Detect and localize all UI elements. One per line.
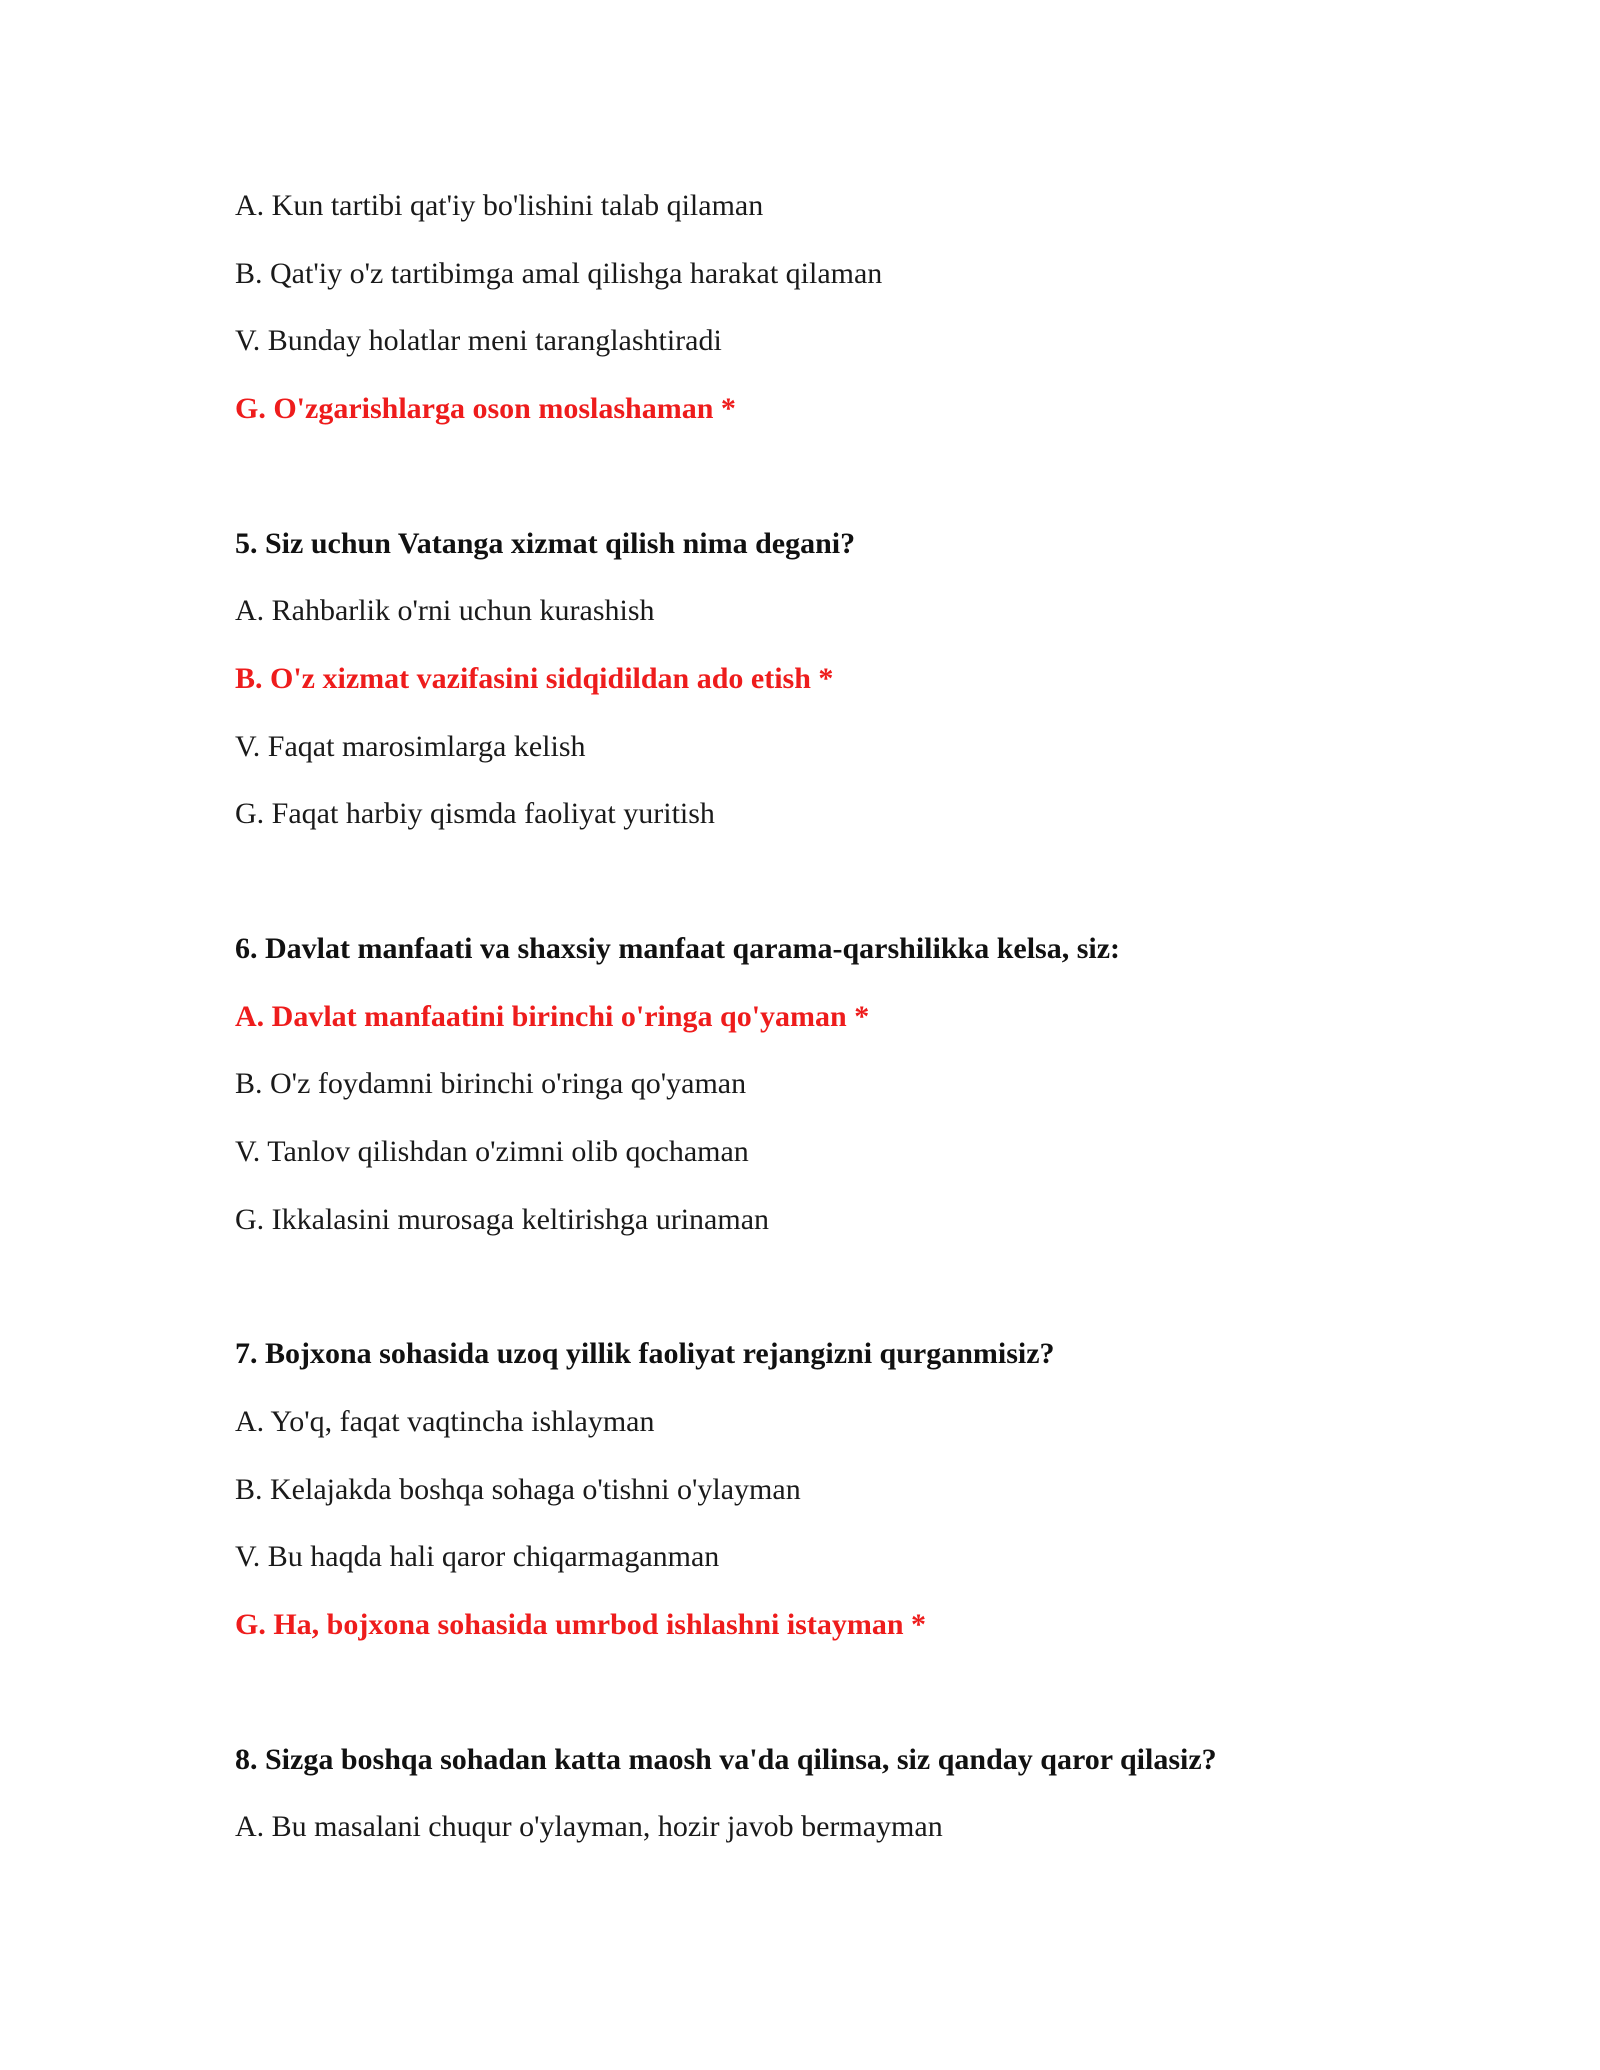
option-a: A. Yo'q, faqat vaqtincha ishlayman: [235, 1405, 655, 1438]
option-b: B. Qat'iy o'z tartibimga amal qilishga harakat qilaman: [235, 257, 883, 290]
option-g-correct: G. O'zgarishlarga oson moslashaman *: [235, 392, 736, 425]
option-g: G. Ikkalasini murosaga keltirishga urinaman: [235, 1203, 770, 1236]
option-a-correct: A. Davlat manfaatini birinchi o'ringa qo'yaman *: [235, 1000, 870, 1033]
option-a: A. Rahbarlik o'rni uchun kurashish: [235, 594, 655, 627]
option-b: B. Kelajakda boshqa sohaga o'tishni o'ylayman: [235, 1473, 801, 1506]
question-8: 8. Sizga boshqa sohadan katta maosh va'da qilinsa, siz qanday qaror qilasiz?: [235, 1743, 1217, 1776]
option-a: A. Kun tartibi qat'iy bo'lishini talab qilaman: [235, 189, 764, 222]
option-v: V. Tanlov qilishdan o'zimni olib qochaman: [235, 1135, 749, 1168]
option-b-correct: B. O'z xizmat vazifasini sidqidildan ado etish *: [235, 662, 834, 695]
option-a: A. Bu masalani chuqur o'ylayman, hozir javob bermayman: [235, 1810, 943, 1843]
question-6: 6. Davlat manfaati va shaxsiy manfaat qarama-qarshilikka kelsa, siz:: [235, 932, 1121, 965]
option-v: V. Bunday holatlar meni taranglashtiradi: [235, 324, 722, 357]
question-5: 5. Siz uchun Vatanga xizmat qilish nima degani?: [235, 527, 856, 560]
option-g: G. Faqat harbiy qismda faoliyat yuritish: [235, 797, 715, 830]
option-v: V. Bu haqda hali qaror chiqarmaganman: [235, 1540, 720, 1573]
option-b: B. O'z foydamni birinchi o'ringa qo'yaman: [235, 1067, 747, 1100]
option-v: V. Faqat marosimlarga kelish: [235, 730, 586, 763]
option-g-correct: G. Ha, bojxona sohasida umrbod ishlashni istayman *: [235, 1608, 927, 1641]
question-7: 7. Bojxona sohasida uzoq yillik faoliyat rejangizni qurganmisiz?: [235, 1337, 1055, 1370]
